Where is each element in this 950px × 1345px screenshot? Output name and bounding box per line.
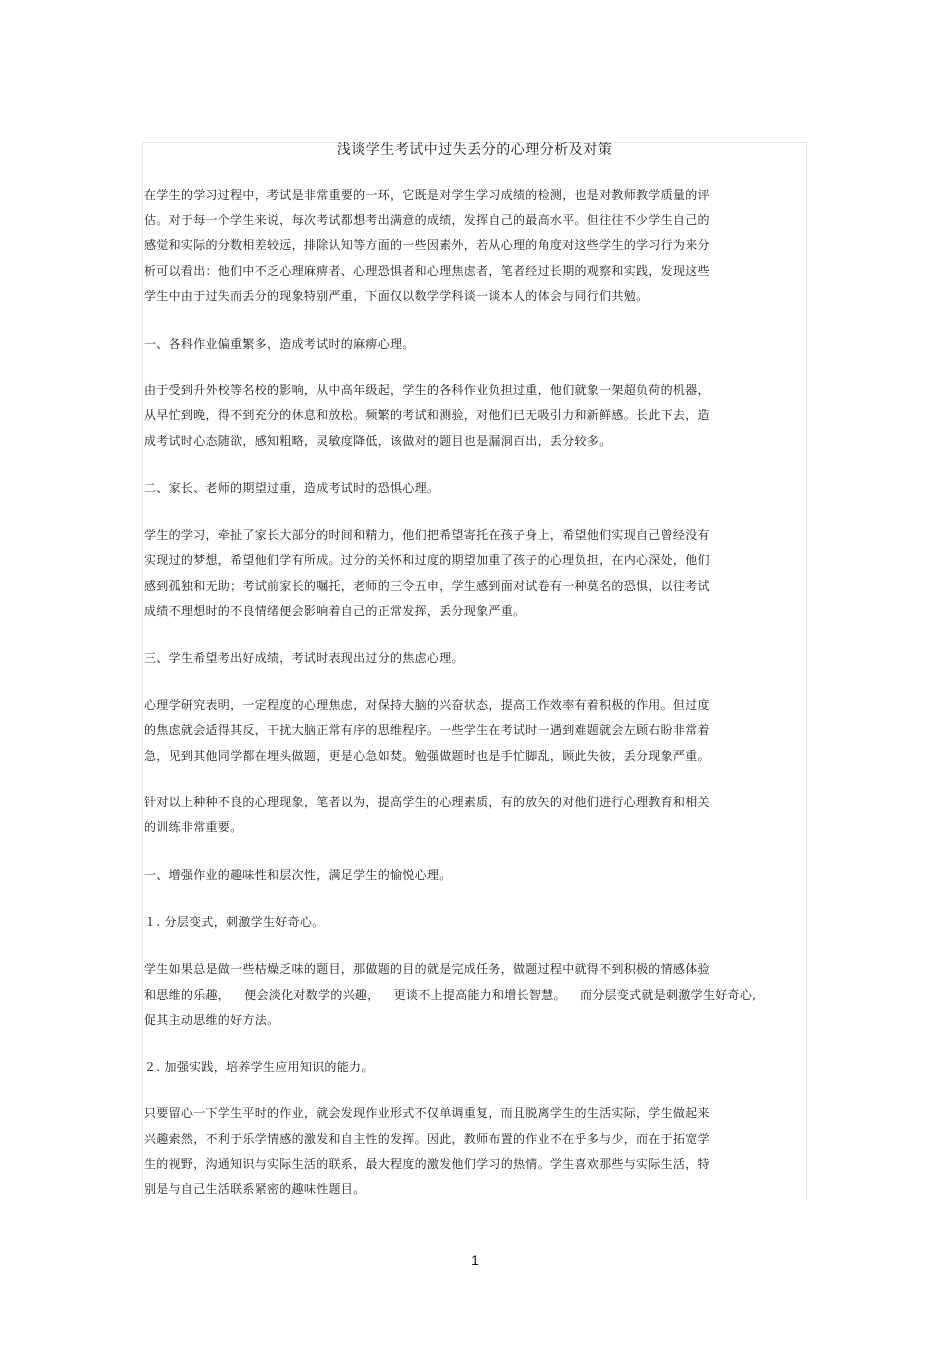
subsection-heading: ２. 加强实践，培养学生应用知识的能力。 bbox=[144, 1060, 374, 1074]
body-line: 学生的学习，牵扯了家长大部分的时间和精力，他们把希望寄托在孩子身上，希望他们实现自己曾经没有 bbox=[144, 528, 710, 542]
body-line: 析可以看出：他们中不乏心理麻痹者、心理恐惧者和心理焦虑者，笔者经过长期的观察和实践，发现这些 bbox=[144, 264, 710, 278]
body-line: 实现过的梦想，希望他们学有所成。过分的关怀和过度的期望加重了孩子的心理负担，在内心深处，他们 bbox=[144, 553, 710, 567]
body-line: 针对以上种种不良的心理现象，笔者以为，提高学生的心理素质，有的放矢的对他们进行心理教育和相关 bbox=[144, 795, 710, 809]
body-line: 急，见到其他同学都在埋头做题，更是心急如焚。勉强做题时也是手忙脚乱，顾此失彼，丢分现象严重。 bbox=[144, 749, 710, 763]
body-line: 和思维的乐趣， 便会淡化对数学的兴趣， 更谈不上提高能力和增长智慧。 而分层变式就是刺激学生好奇心, bbox=[144, 988, 757, 1002]
page-number: 1 bbox=[471, 1252, 479, 1268]
body-line: 估。对于每一个学生来说，每次考试都想考出满意的成绩，发挥自己的最高水平。但往往不少学生自己的 bbox=[144, 213, 710, 227]
body-line: 只要留心一下学生平时的作业，就会发现作业形式不仅单调重复，而且脱离学生的生活实际，学生做起来 bbox=[144, 1106, 710, 1120]
section-heading: 三、学生希望考出好成绩，考试时表现出过分的焦虑心理。 bbox=[144, 651, 464, 665]
body-line: 成绩不理想时的不良情绪便会影响着自己的正常发挥，丢分现象严重。 bbox=[144, 604, 526, 618]
body-line: 别是与自己生活联系紧密的趣味性题目。 bbox=[144, 1182, 366, 1196]
body-line: 从早忙到晚，得不到充分的休息和放松。频繁的考试和测验，对他们已无吸引力和新鲜感。长此下去，造 bbox=[144, 408, 710, 422]
body-line: 兴趣索然，不利于乐学情感的激发和自主性的发挥。因此，教师布置的作业不在乎多与少，而在于拓宽学 bbox=[144, 1132, 710, 1146]
body-line: 促其主动思维的好方法。 bbox=[144, 1013, 280, 1027]
body-line: 生的视野，沟通知识与实际生活的联系，最大程度的激发他们学习的热情。学生喜欢那些与实际生活，特 bbox=[144, 1157, 710, 1171]
section-heading: 二、家长、老师的期望过重，造成考试时的恐惧心理。 bbox=[144, 481, 440, 495]
body-line: 学生中由于过失而丢分的现象特别严重，下面仅以数学学科谈一谈本人的体会与同行们共勉。 bbox=[144, 289, 649, 303]
body-line: 在学生的学习过程中，考试是非常重要的一环，它既是对学生学习成绩的检测，也是对教师教学质量的评 bbox=[144, 188, 710, 202]
body-line: 的焦虑就会适得其反，干扰大脑正常有序的思维程序。一些学生在考试时一遇到难题就会左顾右盼非常着 bbox=[144, 723, 710, 737]
document-title: 浅谈学生考试中过失丢分的心理分析及对策 bbox=[336, 142, 613, 158]
subsection-heading: １. 分层变式，刺激学生好奇心。 bbox=[144, 915, 325, 929]
body-line: 成考试时心态随欲，感知粗略，灵敏度降低，该做对的题目也是漏洞百出，丢分较多。 bbox=[144, 434, 612, 448]
body-line: 感觉和实际的分数相差较远，排除认知等方面的一些因素外，若从心理的角度对这些学生的学习行为来分 bbox=[144, 238, 710, 252]
body-line: 感到孤独和无助；考试前家长的嘱托，老师的三令五申，学生感到面对试卷有一种莫名的恐惧，以往考试 bbox=[144, 579, 710, 593]
body-line: 的训练非常重要。 bbox=[144, 820, 243, 834]
body-line: 由于受到升外校等名校的影响，从中高年级起，学生的各科作业负担过重，他们就象一架超负荷的机器， bbox=[144, 383, 710, 397]
body-line: 心理学研究表明，一定程度的心理焦虑，对保持大脑的兴奋状态，提高工作效率有着积极的作用。但过度 bbox=[144, 698, 710, 712]
body-line: 学生如果总是做一些枯燥乏味的题目，那做题的目的就是完成任务，做题过程中就得不到积极的情感体验 bbox=[144, 962, 710, 976]
section-heading: 一、各科作业偏重繁多，造成考试时的麻痹心理。 bbox=[144, 337, 415, 351]
section-heading: 一、增强作业的趣味性和层次性，满足学生的愉悦心理。 bbox=[144, 868, 452, 882]
